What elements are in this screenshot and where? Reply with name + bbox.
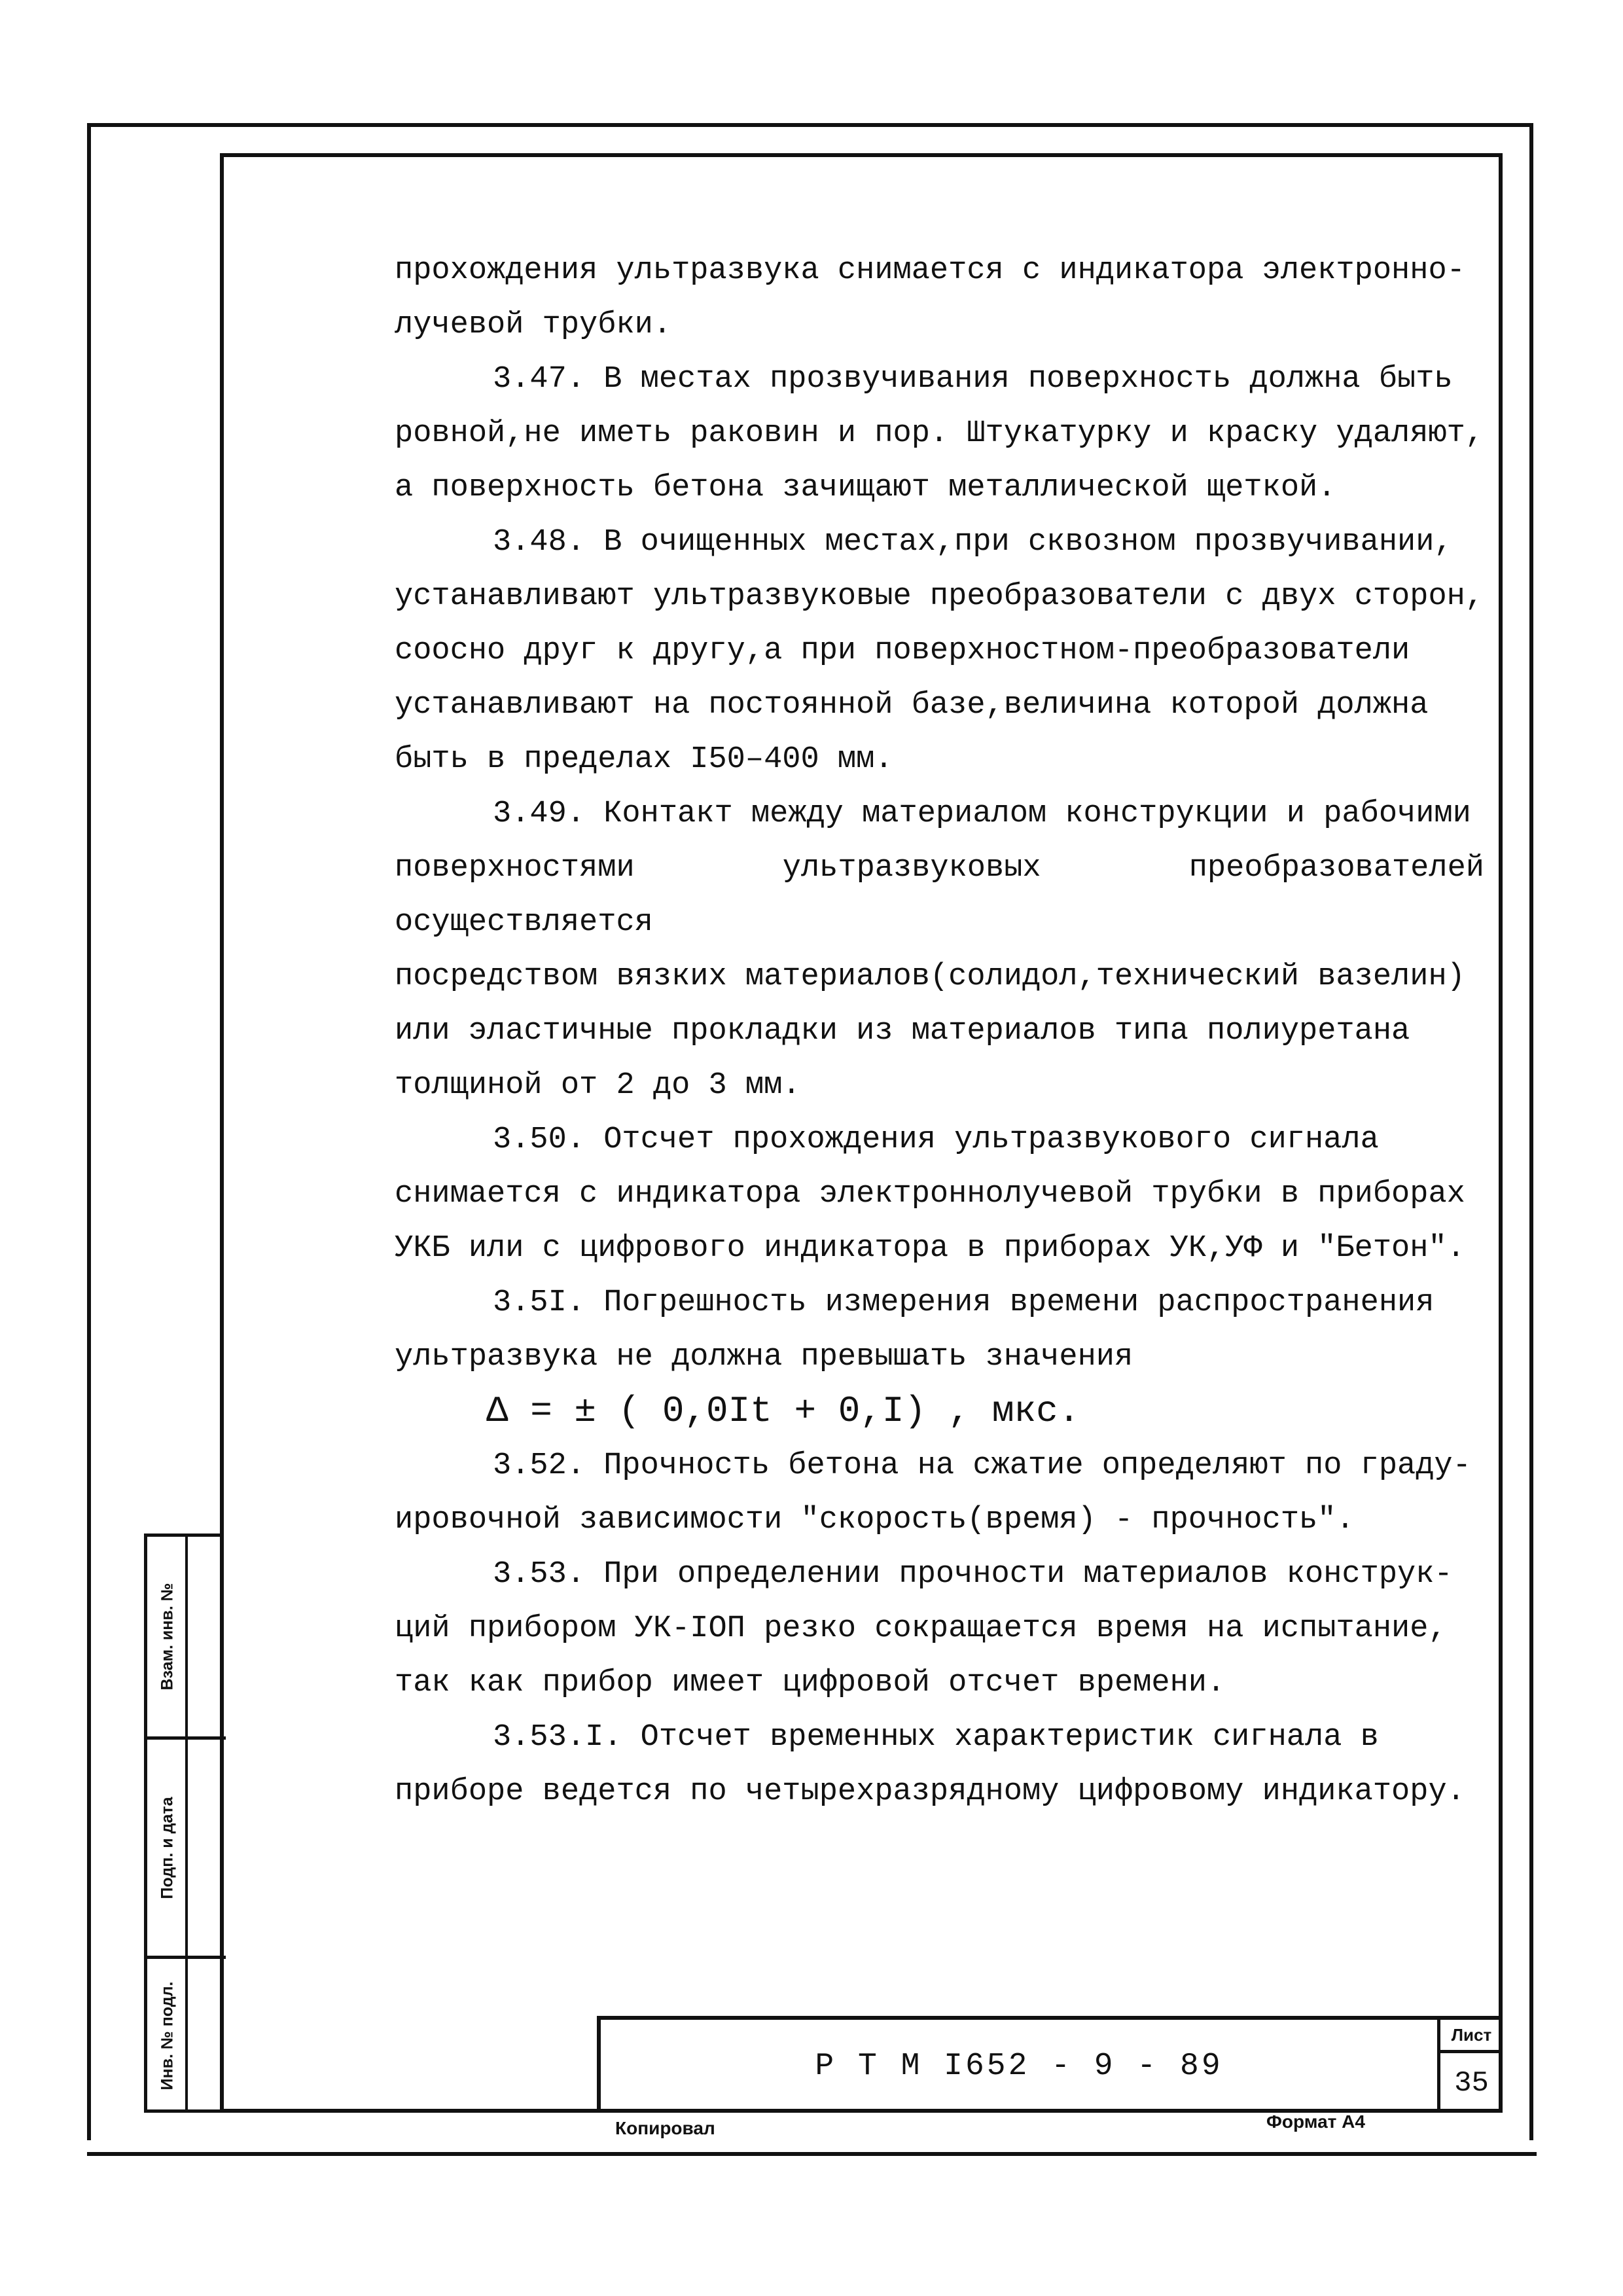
paragraph-3-50-start: 3.50. Отсчет прохождения ультразвукового сигнала — [493, 1122, 1379, 1157]
paragraph-3-53-1-start: 3.53.I. Отсчет временных характеристик сигнала в — [493, 1720, 1379, 1755]
text-line: ций прибором УК-IОП резко сокращается время на испытание, — [395, 1611, 1447, 1646]
footer-format: Формат А4 — [1266, 2111, 1365, 2132]
paragraph-3-48-start: 3.48. В очищенных местах,при сквозном прозвучивании, — [493, 525, 1453, 560]
text-line: а поверхность бетона зачищают металлической щеткой. — [395, 471, 1336, 505]
error-formula: Δ = ± ( 0,0It + 0,I) , мкс. — [486, 1390, 1080, 1432]
text-line: толщиной от 2 до 3 мм. — [395, 1068, 801, 1103]
paragraph-3-49-start: 3.49. Контакт между материалом конструкции и рабочими — [493, 797, 1471, 831]
text-line: поверхностями ультразвуковых преобразователей осуществляется — [395, 851, 1484, 940]
text-line: устанавливают на постоянной базе,величина которой должна — [395, 688, 1429, 723]
bottom-rule — [87, 2152, 1537, 2156]
stamp-label-original-inv: Инв. № подл. — [158, 1981, 177, 2090]
text-line: ровной,не иметь раковин и пор. Штукатурку и краску удаляют, — [395, 416, 1484, 451]
sheet-box — [1437, 2020, 1503, 2113]
text-line: соосно друг к другу,а при поверхностном-преобразователи — [395, 634, 1410, 668]
document-code: Р Т М I652 - 9 - 89 — [815, 2049, 1223, 2084]
title-block — [597, 2016, 1503, 2113]
stamp-column-divider — [185, 1537, 188, 2109]
text-line: лучевой трубки. — [395, 308, 672, 342]
text-line: ультразвука не должна превышать значения — [395, 1340, 1133, 1374]
text-line: посредством вязких материалов(солидол,технический вазелин) — [395, 960, 1465, 994]
paragraph-3-47-start: 3.47. В местах прозвучивания поверхность должна быть — [493, 362, 1453, 397]
page-body-text — [395, 243, 1484, 1819]
text-line: устанавливают ультразвуковые преобразователи с двух сторон, — [395, 579, 1484, 614]
paragraph-3-51-start: 3.5I. Погрешность измерения времени распространения — [493, 1285, 1435, 1320]
side-stamp — [144, 1534, 223, 2113]
paragraph-3-53-start: 3.53. При определении прочности материалов конструк- — [493, 1557, 1453, 1592]
text-line: приборе ведется по четырехразрядному цифровому индикатору. — [395, 1774, 1465, 1809]
sheet-number: 35 — [1454, 2066, 1489, 2100]
sheet-label: Лист — [1440, 2020, 1503, 2053]
text-line: УКБ или с цифрового индикатора в приборах УК,УФ и "Бетон". — [395, 1231, 1465, 1266]
stamp-label-replacement-inv: Взам. инв. № — [158, 1583, 177, 1691]
text-line: снимается с индикатора электроннолучевой трубки в приборах — [395, 1177, 1465, 1211]
text-line: или эластичные прокладки из материалов типа полиуретана — [395, 1014, 1410, 1049]
text-line: ировочной зависимости "скорость(время) - прочность". — [395, 1503, 1355, 1537]
stamp-label-signature-date: Подп. и дата — [158, 1796, 177, 1899]
text-line: так как прибор имеет цифровой отсчет времени. — [395, 1666, 1226, 1700]
text-line: прохождения ультразвука снимается с индикатора электронно- — [395, 253, 1465, 288]
footer-copied-by: Копировал — [615, 2118, 715, 2138]
text-line: быть в пределах I50–400 мм. — [395, 742, 893, 777]
paragraph-3-52-start: 3.52. Прочность бетона на сжатие определяют по граду- — [493, 1448, 1471, 1483]
